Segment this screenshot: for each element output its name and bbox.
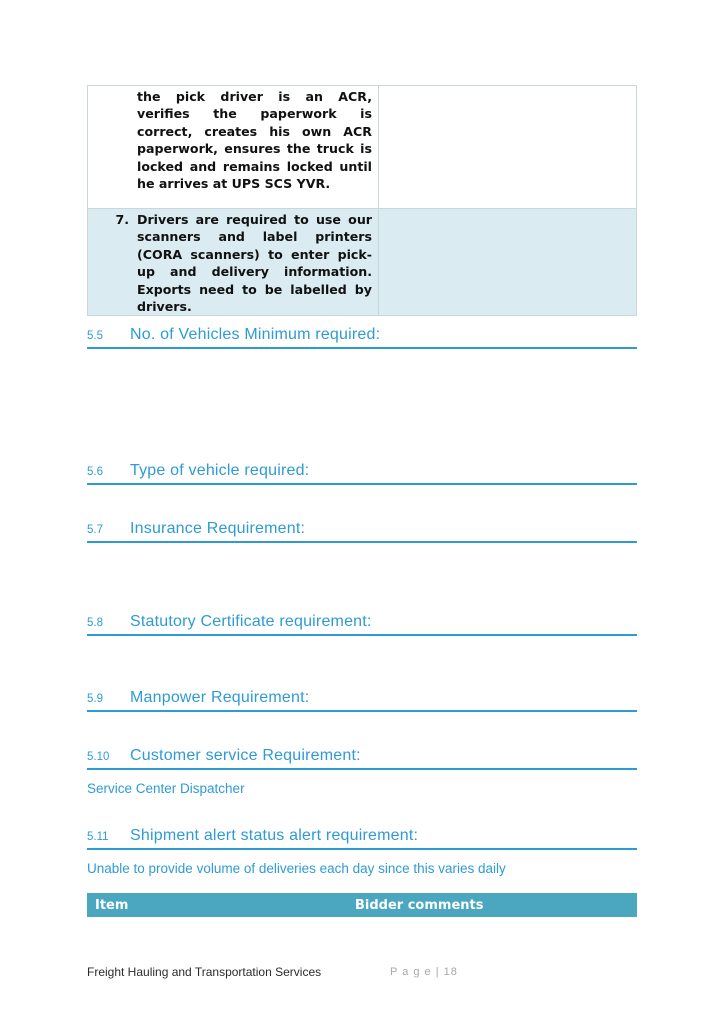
requirement-text-cell (88, 86, 379, 208)
section-heading-5-7 (87, 520, 637, 543)
section-number: 5.6 (87, 466, 103, 478)
section-number: 5.8 (87, 617, 103, 629)
section-title: Shipment alert status alert requirement: (130, 827, 419, 844)
section-number: 5.10 (87, 751, 110, 763)
section-heading-5-11 (87, 827, 637, 850)
comments-table-header (87, 893, 637, 917)
section-number: 5.9 (87, 693, 103, 705)
section-heading-5-8 (87, 613, 637, 636)
section-heading-5-5 (87, 326, 637, 349)
section-title: Type of vehicle required: (130, 462, 310, 479)
page-footer (87, 965, 637, 985)
section-title: Customer service Requirement: (130, 747, 361, 764)
section-title: Insurance Requirement: (130, 520, 306, 537)
list-number: 7. (115, 212, 129, 227)
footer-document-title: Freight Hauling and Transportation Services (87, 965, 322, 979)
section-title: Manpower Requirement: (130, 689, 310, 706)
requirement-text: Drivers are required to use our scanners and label printers (CORA scanners) to enter pick-up and delivery information. Exports need to be labelled by drivers. (137, 212, 372, 315)
section-5-10-answer: Service Center Dispatcher (87, 781, 245, 796)
section-heading-5-10 (87, 747, 637, 770)
section-heading-5-9 (87, 689, 637, 712)
response-cell (379, 86, 636, 208)
requirements-table (87, 85, 637, 316)
requirement-text: the pick driver is an ACR, verifies the paperwork is correct, creates his own ACR paperwork, ensures the truck is locked and remains locked until he arrives at UPS SCS YVR. (137, 89, 372, 192)
section-number: 5.7 (87, 524, 103, 536)
column-header-bidder-comments: Bidder comments (355, 897, 484, 913)
response-cell (379, 209, 636, 315)
section-5-11-answer: Unable to provide volume of deliveries each day since this varies daily (87, 861, 506, 876)
footer-page-number: P a g e | 18 (390, 966, 458, 978)
section-heading-5-6 (87, 462, 637, 485)
table-row (88, 86, 636, 208)
requirement-text-cell (88, 209, 379, 315)
column-header-item: Item (95, 897, 129, 913)
table-row (88, 208, 636, 315)
section-title: Statutory Certificate requirement: (130, 613, 372, 630)
section-number: 5.5 (87, 330, 103, 342)
section-number: 5.11 (87, 831, 109, 843)
section-title: No. of Vehicles Minimum required: (130, 326, 381, 343)
